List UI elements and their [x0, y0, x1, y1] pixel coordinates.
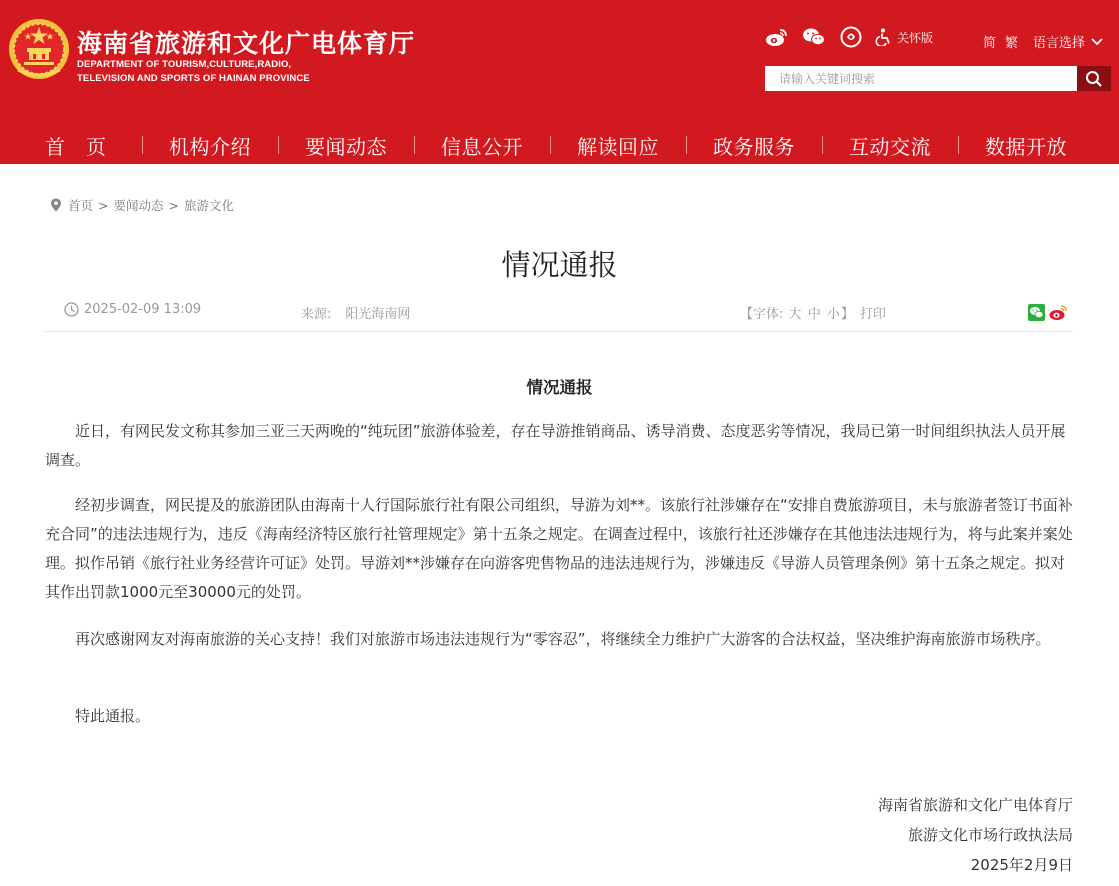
nav-item-interaction[interactable]: 互动交流: [849, 135, 931, 159]
share-buttons: [1028, 304, 1071, 325]
signature-bureau: 旅游文化市场行政执法局: [907, 826, 1073, 844]
breadcrumb-home[interactable]: 首页: [68, 198, 94, 213]
font-size-large-button[interactable]: 大: [788, 307, 802, 322]
nav-item-news[interactable]: 要闻动态: [305, 135, 387, 159]
article-meta: [45, 296, 1073, 332]
font-size-small-button[interactable]: 小: [826, 307, 840, 322]
font-size-controls: [740, 303, 886, 322]
share-weibo-icon[interactable]: [1049, 304, 1067, 325]
accessibility-icon: [875, 28, 893, 46]
nav-item-open-data[interactable]: 数据开放: [985, 135, 1067, 159]
article-paragraph: 经初步调查，网民提及的旅游团队由海南十人行国际旅行社有限公司组织，导游为刘**。该旅行社涉嫌存在“安排自费旅游项目，未与旅游者签订书面补充合同”的违法违规行为，违反《海南经济特区旅行社管理规定》第十五条之规定。在调查过程中，该旅行社还涉嫌存在其他违法违规行为，将与此案并案处理。拟作吊销《旅行社业务经营许可证》处罚。导游刘**涉嫌存在向游客兜售物品的违法违规行为，涉嫌违反《导游人员管理条例》第十五条之规定。拟对其作出罚款1000元至30000元的处罚。: [45, 496, 1073, 601]
article-source: [301, 303, 410, 322]
font-size-medium-button[interactable]: 中: [807, 307, 821, 322]
breadcrumb-separator: >: [98, 197, 109, 213]
nav-item-about[interactable]: 机构介绍: [169, 135, 251, 159]
source-value: 阳光海南网: [345, 307, 411, 322]
search-input[interactable]: [765, 66, 1077, 91]
page-title: 情况通报: [501, 248, 618, 282]
source-label: 来源:: [301, 307, 332, 322]
site-header: [0, 0, 1119, 164]
wechat-icon[interactable]: [801, 26, 827, 48]
site-subtitle-line: TELEVISION AND SPORTS OF HAINAN PROVINCE: [77, 73, 310, 84]
language-select-label: 语言选择: [1033, 36, 1086, 51]
search-icon: [1085, 70, 1103, 88]
care-mode-link[interactable]: [875, 28, 933, 46]
publish-date: [64, 302, 201, 317]
location-pin-icon: [50, 198, 62, 212]
article-paragraph: 近日，有网民发文称其参加三亚三天两晚的“纯玩团”旅游体验差，存在导游推销商品、诱导消费、态度恶劣等情况，我局已第一时间组织执法人员开展调查。: [45, 422, 1066, 469]
nav-item-home[interactable]: 首 页: [45, 135, 107, 159]
search-box: [765, 66, 1111, 91]
breadcrumb: [50, 196, 234, 214]
search-button[interactable]: [1077, 66, 1111, 91]
nav-divider: [686, 136, 687, 154]
app-icon[interactable]: [838, 26, 864, 48]
breadcrumb-separator: >: [168, 197, 179, 213]
chevron-down-icon: [1090, 37, 1104, 47]
care-mode-label: 关怀版: [897, 30, 934, 45]
main-nav: [0, 128, 1119, 162]
nav-divider: [822, 136, 823, 154]
language-bar: [983, 32, 1104, 51]
article-paragraph: 再次感谢网友对海南旅游的关心支持！我们对旅游市场违法违规行为“零容忍”，将继续全力维护广大游客的合法权益，坚决维护海南旅游市场秩序。: [75, 630, 1051, 648]
nav-divider: [550, 136, 551, 154]
signature-date: 2025年2月9日: [970, 856, 1073, 874]
nav-divider: [414, 136, 415, 154]
nav-divider: [142, 136, 143, 154]
nav-item-info[interactable]: 信息公开: [441, 135, 523, 159]
site-subtitle-en: [77, 58, 310, 86]
print-button[interactable]: 打印: [859, 307, 886, 322]
nav-item-interpretation[interactable]: 解读回应: [577, 135, 659, 159]
share-wechat-icon[interactable]: [1028, 304, 1045, 325]
traditional-chinese-link[interactable]: 繁: [1005, 36, 1019, 51]
site-subtitle-line: DEPARTMENT OF TOURISM,CULTURE,RADIO,: [77, 59, 292, 70]
header-tools: [764, 26, 933, 48]
article-paragraph: 特此通报。: [75, 707, 151, 725]
breadcrumb-tourism-culture[interactable]: 旅游文化: [184, 198, 235, 213]
signature-department: 海南省旅游和文化广电体育厅: [877, 796, 1073, 814]
language-select[interactable]: [1033, 32, 1104, 51]
breadcrumb-news[interactable]: 要闻动态: [113, 198, 164, 213]
font-size-suffix: 】: [840, 307, 854, 322]
article-heading: 情况通报: [526, 378, 593, 397]
weibo-icon[interactable]: [764, 26, 790, 48]
font-size-prefix: 【字体:: [740, 307, 784, 322]
nav-divider: [958, 136, 959, 154]
publish-date-value: 2025-02-09 13:09: [84, 302, 202, 317]
site-title: 海南省旅游和文化广电体育厅: [77, 29, 416, 58]
simplified-chinese-link[interactable]: 简: [983, 36, 997, 51]
nav-item-services[interactable]: 政务服务: [713, 135, 795, 159]
national-emblem-icon: [8, 18, 70, 80]
clock-icon: [64, 302, 79, 317]
nav-divider: [278, 136, 279, 154]
